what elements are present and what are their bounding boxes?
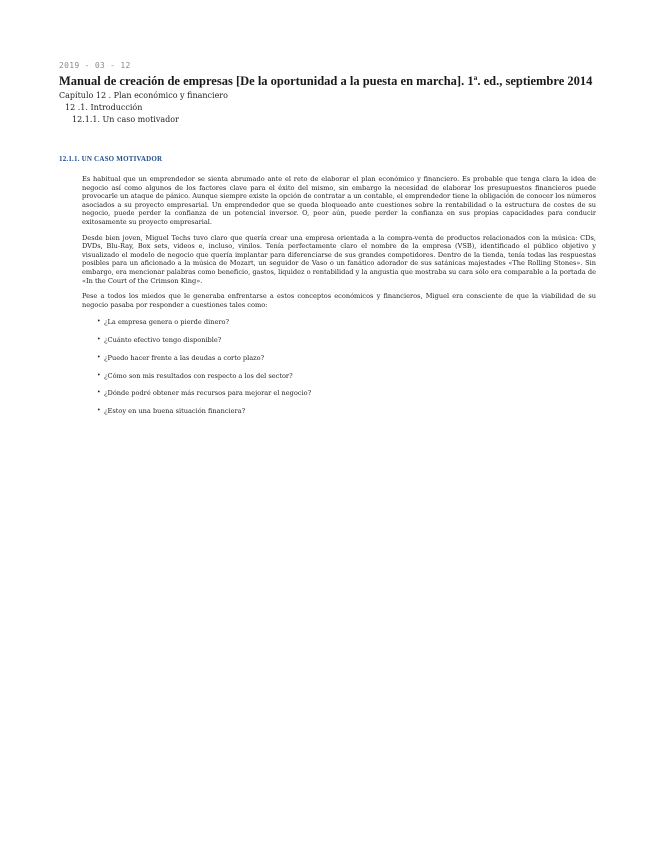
paragraph-intro: Es habitual que un emprendedor se sienta abrumado ante el reto de elaborar el plan económico y financiero. Es probable que tenga clara la idea de negocio así como algunos de los factores clave para el éxito del mismo, sin embargo la necesidad de elaborar los presupuestos financieros puede provocarle un ataque de pánico. Aunque siempre existe la opción de contratar a un contable, el emprendedor tiene la obligación de conocer los números asociados a su proyecto empresarial. Un emprendedor que se queda bloqueado ante cuestiones sobre la rentabilidad o la estructura de costes de su negocio, puede perder la confianza de un potencial inversor. O, peor aún, puede perder la confianza en sus propias capacidades para conducir exitosamente su proyecto empresarial. [82, 175, 596, 226]
list-item [97, 389, 596, 398]
section-heading: 12.1.1. UN CASO MOTIVADOR [59, 155, 163, 163]
document-title: Manual de creación de empresas [De la oportunidad a la puesta en marcha]. 1ª. ed., septiembre 2014 [59, 74, 593, 88]
bullet-icon: • [97, 371, 101, 379]
question-text: ¿Cómo son mis resultados con respecto a los del sector? [104, 371, 293, 380]
list-item [97, 407, 596, 416]
document-date: 2019 - 03 - 12 [59, 61, 131, 70]
document-body [59, 175, 596, 416]
paragraph-questions-lead: Pese a todos los miedos que le generaba enfrentarse a estos conceptos económicos y financieros, Miguel era consciente de que la viabilidad de su negocio pasaba por responder a cuestiones tales como: [82, 292, 596, 309]
list-item [97, 336, 596, 345]
question-text: ¿Dónde podré obtener más recursos para mejorar el negocio? [104, 389, 312, 398]
bullet-icon: • [97, 336, 101, 344]
question-list [97, 318, 596, 416]
bullet-icon: • [97, 407, 101, 415]
list-item [97, 354, 596, 363]
question-text: ¿Cuánto efectivo tengo disponible? [104, 336, 222, 345]
bullet-icon: • [97, 353, 101, 361]
list-item [97, 372, 596, 381]
bullet-icon: • [97, 389, 101, 397]
list-item [97, 318, 596, 327]
bullet-icon: • [97, 318, 101, 326]
document-page [59, 61, 596, 425]
question-text: ¿Puedo hacer frente a las deudas a corto plazo? [104, 353, 265, 362]
breadcrumb-subsection[interactable]: 12.1.1. Un caso motivador [72, 115, 179, 124]
breadcrumb-section[interactable]: 12 .1. Introducción [65, 103, 143, 112]
question-text: ¿Estoy en una buena situación financiera? [104, 407, 246, 416]
paragraph-case: Desde bien joven, Miguel Techs tuvo claro que quería crear una empresa orientada a la compra-venta de productos relacionados con la música: CDs, DVDs, Blu-Ray, Box sets, videos e, incluso, vinilos. Tenía perfectamente claro el nombre de la empresa (VSB), identificado el público objetivo y visualizado el modelo de negocio que quería implantar para diferenciarse de sus grandes competidores. Dentro de la tienda, tenía todas las respuestas posibles para un aficionado a la música de Mozart, un seguidor de Vaso o un fanático adorador de sus satánicas majestades «The Rolling Stones». Sin embargo, era mencionar palabras como beneficio, gastos, liquidez o rentabilidad y la angustia que mostraba su cara sólo era comparable a la portada de «In the Court of the Crimson King». [82, 233, 596, 285]
breadcrumb-chapter[interactable]: Capítulo 12 . Plan económico y financiero [59, 91, 228, 100]
breadcrumb [59, 90, 596, 126]
question-text: ¿La empresa genera o pierde dinero? [104, 318, 230, 327]
